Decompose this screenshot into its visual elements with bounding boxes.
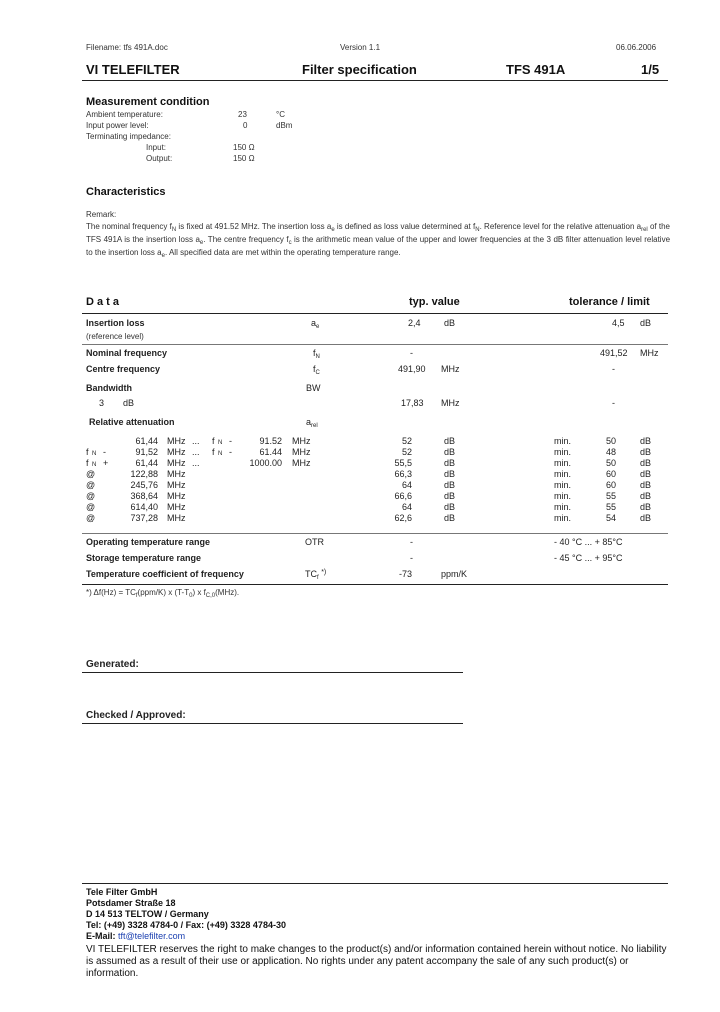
bandwidth-level-unit: dB: [123, 398, 135, 408]
att-min-label: min.: [554, 469, 572, 479]
att-typ-value: 64: [401, 502, 412, 512]
att-limit-unit: dB: [640, 436, 652, 446]
tempco-typ-unit: ppm/K: [441, 569, 468, 579]
insertion-loss-symbol: $a_e$: [311, 318, 320, 330]
att-limit-value: 54: [605, 513, 616, 523]
centre-symbol: $f_C$: [313, 364, 320, 376]
ambient-unit: °C: [276, 110, 285, 119]
storage-tol: - 45 °C ... + 95°C: [554, 553, 623, 563]
att-freq-end-unit: MHz: [292, 447, 311, 457]
output-label: Output:: [146, 154, 173, 163]
centre-typ-unit: MHz: [441, 364, 460, 374]
att-mid-symbol: f: [212, 447, 215, 457]
insertion-loss-sublabel: (reference level): [86, 332, 144, 341]
att-typ-unit: dB: [444, 447, 456, 457]
att-limit-value: 60: [605, 469, 616, 479]
att-prefix: @: [86, 513, 96, 523]
insertion-loss-typ-unit: dB: [444, 318, 456, 328]
storage-typ: -: [410, 553, 413, 563]
att-prefix-sub: N: [92, 451, 97, 457]
date: 06.06.2006: [616, 43, 657, 52]
row-divider: [82, 344, 668, 345]
relative-att-label: Relative attenuation: [89, 417, 175, 427]
att-freq-end: 1000.00: [249, 458, 282, 468]
relative-att-symbol: $a_{rel}$: [306, 417, 318, 429]
ambient-label: Ambient temperature:: [86, 110, 163, 119]
att-typ-value: 55,5: [394, 458, 412, 468]
bandwidth-typ-unit: MHz: [441, 398, 460, 408]
att-freq-end: 91.52: [259, 436, 282, 446]
col-typ: typ. value: [409, 296, 460, 308]
measurement-title: Measurement condition: [86, 96, 210, 108]
tempco-symbol: $TC_f$ *): [305, 569, 327, 581]
att-typ-value: 66,3: [394, 469, 412, 479]
row-divider: [82, 533, 668, 534]
operating-label: Operating temperature range: [86, 537, 211, 547]
att-typ-unit: dB: [444, 502, 456, 512]
nominal-symbol: $f_N$: [313, 348, 320, 360]
att-limit-unit: dB: [640, 458, 652, 468]
remark-text: The nominal frequency $f_N$ is fixed at 491.52 MHz. The insertion loss $a_e$ is defined as loss value determined at $f_N$. Reference level for the relative attenuation $a_{rel}$ of the TFS 491A is the insertion loss $a_e$. The centre frequency $f_c$ is the arithmetic mean value of the upper and lower frequencies at the 3 dB filter attenuation level relative to the insertion loss $a_e$. All specified data are met within the operating temperature range.: [86, 222, 671, 259]
att-freq-start-unit: MHz: [167, 458, 186, 468]
att-min-label: min.: [554, 513, 572, 523]
att-freq-start: 614,40: [130, 502, 158, 512]
operating-tol: - 40 °C ... + 85°C: [554, 537, 623, 547]
footer-email-line: E-Mail: tft@telefilter.com: [86, 931, 186, 941]
footer-city: D 14 513 TELTOW / Germany: [86, 909, 209, 919]
terminating-label: Terminating impedance:: [86, 132, 171, 141]
table-top-rule: [82, 313, 668, 314]
insertion-loss-tol: 4,5: [612, 318, 625, 328]
nominal-label: Nominal frequency: [86, 348, 168, 358]
storage-label: Storage temperature range: [86, 553, 202, 563]
col-data: D a t a: [86, 296, 120, 308]
col-tolerance: tolerance / limit: [569, 296, 650, 308]
att-limit-unit: dB: [640, 447, 652, 457]
att-min-label: min.: [554, 436, 572, 446]
tempco-label: Temperature coefficient of frequency: [86, 569, 244, 579]
att-typ-unit: dB: [444, 491, 456, 501]
footnote: *) $\Delta f(Hz) = TC_f(ppm/K)$ x $(T-T_0)$ x $f_{C,0}(MHz)$.: [86, 588, 240, 599]
att-min-label: min.: [554, 458, 572, 468]
brand-logo: VI TELEFILTER: [86, 62, 180, 77]
generated-label: Generated:: [86, 659, 139, 670]
att-freq-start: 737,28: [130, 513, 158, 523]
att-typ-unit: dB: [444, 458, 456, 468]
generated-signature-line: [82, 672, 463, 673]
att-mid-sub: N: [218, 440, 223, 446]
footer-company: Tele Filter GmbH: [86, 887, 158, 897]
bandwidth-tol: -: [612, 398, 615, 408]
att-limit-value: 48: [605, 447, 616, 457]
bandwidth-level: 3: [99, 398, 105, 408]
footer-divider: [82, 883, 668, 884]
att-limit-unit: dB: [640, 502, 652, 512]
att-mid-sub: N: [218, 451, 223, 457]
att-range-dots: ...: [192, 436, 200, 446]
att-mid-op: -: [229, 447, 232, 457]
att-limit-unit: dB: [640, 491, 652, 501]
table-bottom-rule: [82, 584, 668, 585]
att-range-dots: ...: [192, 458, 200, 468]
att-limit-value: 55: [605, 491, 616, 501]
nominal-tol-unit: MHz: [640, 348, 659, 358]
footer-street: Potsdamer Straße 18: [86, 898, 176, 908]
part-number: TFS 491A: [506, 62, 566, 77]
version: Version 1.1: [340, 43, 381, 52]
att-typ-value: 64: [401, 480, 412, 490]
tempco-typ: -73: [399, 569, 413, 579]
att-freq-start-unit: MHz: [167, 447, 186, 457]
att-min-label: min.: [554, 480, 572, 490]
att-min-label: min.: [554, 447, 572, 457]
page-number: 1/5: [641, 62, 660, 77]
insertion-loss-label: Insertion loss: [86, 318, 145, 328]
centre-label: Centre frequency: [86, 364, 161, 374]
filename: Filename: tfs 491A.doc: [86, 43, 168, 52]
input-power-unit: dBm: [276, 121, 293, 130]
centre-typ: 491,90: [398, 364, 426, 374]
att-typ-value: 66,6: [394, 491, 412, 501]
att-freq-start-unit: MHz: [167, 502, 186, 512]
input-power-label: Input power level:: [86, 121, 149, 130]
att-freq-end-unit: MHz: [292, 458, 311, 468]
operating-symbol: OTR: [305, 537, 324, 547]
input-label: Input:: [146, 143, 167, 152]
att-prefix: @: [86, 480, 96, 490]
nominal-tol: 491,52: [600, 348, 628, 358]
att-freq-end: 61.44: [259, 447, 282, 457]
footer-disclaimer: VI TELEFILTER reserves the right to make changes to the product(s) and/or information contained herein without notice. No liability is assumed as a result of their use or application. No rights under any patent accompany the sale of any such product(s) or information.: [86, 944, 667, 979]
att-typ-value: 62,6: [394, 513, 412, 523]
bandwidth-typ: 17,83: [401, 398, 424, 408]
att-prefix: f: [86, 447, 89, 457]
insertion-loss-tol-unit: dB: [640, 318, 652, 328]
att-freq-start: 61,44: [135, 436, 158, 446]
att-prefix-op: +: [103, 458, 109, 468]
att-typ-unit: dB: [444, 469, 456, 479]
nominal-typ: -: [410, 348, 413, 358]
att-min-label: min.: [554, 491, 572, 501]
att-limit-unit: dB: [640, 513, 652, 523]
att-limit-value: 50: [605, 458, 616, 468]
att-typ-unit: dB: [444, 480, 456, 490]
att-limit-value: 50: [605, 436, 616, 446]
att-freq-start-unit: MHz: [167, 469, 186, 479]
att-typ-value: 52: [401, 436, 412, 446]
insertion-loss-typ: 2,4: [408, 318, 421, 328]
input-value: 150 Ω: [233, 143, 255, 152]
att-limit-value: 60: [605, 480, 616, 490]
checked-signature-line: [82, 723, 463, 724]
ambient-value: 23: [238, 110, 247, 119]
remark-label: Remark:: [86, 210, 117, 219]
att-limit-value: 55: [605, 502, 616, 512]
input-power-value: 0: [243, 121, 248, 130]
output-value: 150 Ω: [233, 154, 255, 163]
att-freq-end-unit: MHz: [292, 436, 311, 446]
att-freq-start: 61,44: [135, 458, 158, 468]
att-limit-unit: dB: [640, 480, 652, 490]
centre-tol: -: [612, 364, 615, 374]
att-freq-start: 368,64: [130, 491, 158, 501]
operating-typ: -: [410, 537, 413, 547]
att-prefix: @: [86, 491, 96, 501]
att-freq-start-unit: MHz: [167, 491, 186, 501]
checked-label: Checked / Approved:: [86, 710, 186, 721]
att-prefix-sub: N: [92, 462, 97, 468]
att-freq-start-unit: MHz: [167, 480, 186, 490]
doc-type: Filter specification: [302, 62, 417, 77]
att-min-label: min.: [554, 502, 572, 512]
att-prefix: @: [86, 469, 96, 479]
bandwidth-label: Bandwidth: [86, 383, 132, 393]
att-freq-start-unit: MHz: [167, 513, 186, 523]
att-typ-unit: dB: [444, 513, 456, 523]
footer-phone: Tel: (+49) 3328 4784-0 / Fax: (+49) 3328 4784-30: [86, 920, 286, 930]
att-prefix: @: [86, 502, 96, 512]
bandwidth-symbol: BW: [306, 383, 321, 393]
att-mid-symbol: f: [212, 436, 215, 446]
att-typ-value: 52: [401, 447, 412, 457]
email-link[interactable]: tft@telefilter.com: [118, 931, 186, 941]
att-range-dots: ...: [192, 447, 200, 457]
att-limit-unit: dB: [640, 469, 652, 479]
att-freq-start-unit: MHz: [167, 436, 186, 446]
att-freq-start: 245,76: [130, 480, 158, 490]
header-divider: [82, 80, 668, 81]
att-mid-op: -: [229, 436, 232, 446]
att-prefix: f: [86, 458, 89, 468]
att-freq-start: 122,88: [130, 469, 158, 479]
att-freq-start: 91,52: [135, 447, 158, 457]
att-prefix-op: -: [103, 447, 106, 457]
att-typ-unit: dB: [444, 436, 456, 446]
characteristics-title: Characteristics: [86, 186, 166, 198]
